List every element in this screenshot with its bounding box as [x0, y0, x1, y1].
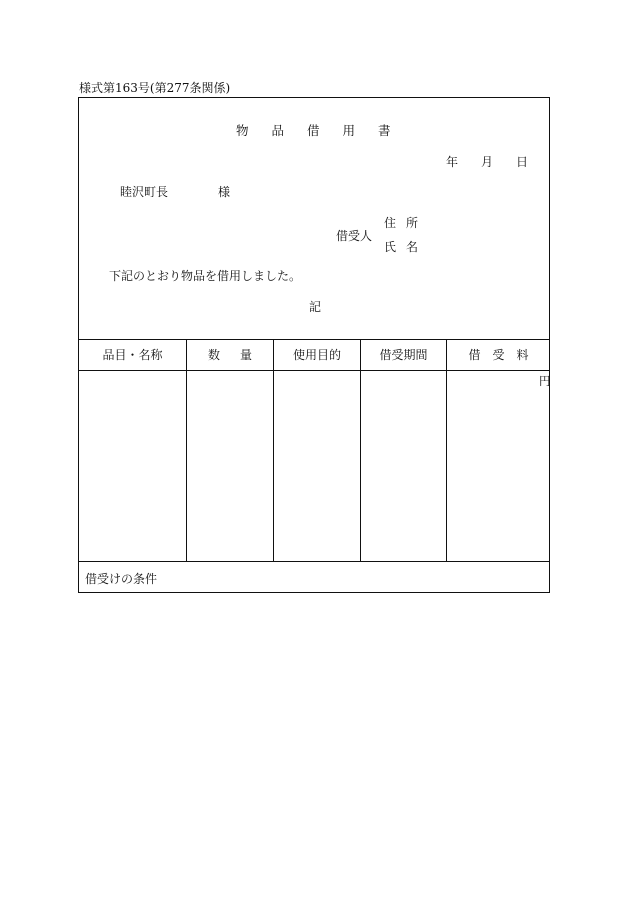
header-loan-fee: 借受料 [468, 348, 541, 362]
column-divider-3 [360, 339, 361, 561]
borrower-label: 借受人 [336, 229, 373, 243]
table-bottom-border [79, 561, 550, 562]
date-year-label: 年 [446, 155, 459, 169]
document-title: 物品借用書 [236, 123, 414, 138]
addressee-name: 睦沢町長 [120, 185, 169, 199]
header-item-name: 品目・名称 [102, 348, 163, 362]
address-label: 住所 [384, 216, 429, 230]
fee-unit-label: 円 [539, 374, 551, 388]
intro-text: 下記のとおり物品を借用しました。 [109, 269, 302, 283]
header-loan-period: 借受期間 [379, 348, 428, 362]
conditions-label: 借受けの条件 [85, 572, 158, 586]
ki-label: 記 [309, 300, 322, 314]
form-frame [78, 97, 550, 593]
column-divider-2 [273, 339, 274, 561]
form-code: 様式第163号(第277条関係) [79, 81, 231, 95]
header-purpose: 使用目的 [292, 348, 341, 362]
date-month-label: 月 [481, 155, 494, 169]
header-bottom-border [79, 370, 550, 371]
addressee-suffix: 様 [218, 185, 231, 199]
header-quantity: 数量 [207, 348, 272, 362]
date-day-label: 日 [516, 155, 529, 169]
name-label: 氏名 [384, 240, 429, 254]
table-top-border [79, 339, 550, 340]
column-divider-4 [446, 339, 447, 561]
column-divider-1 [186, 339, 187, 561]
